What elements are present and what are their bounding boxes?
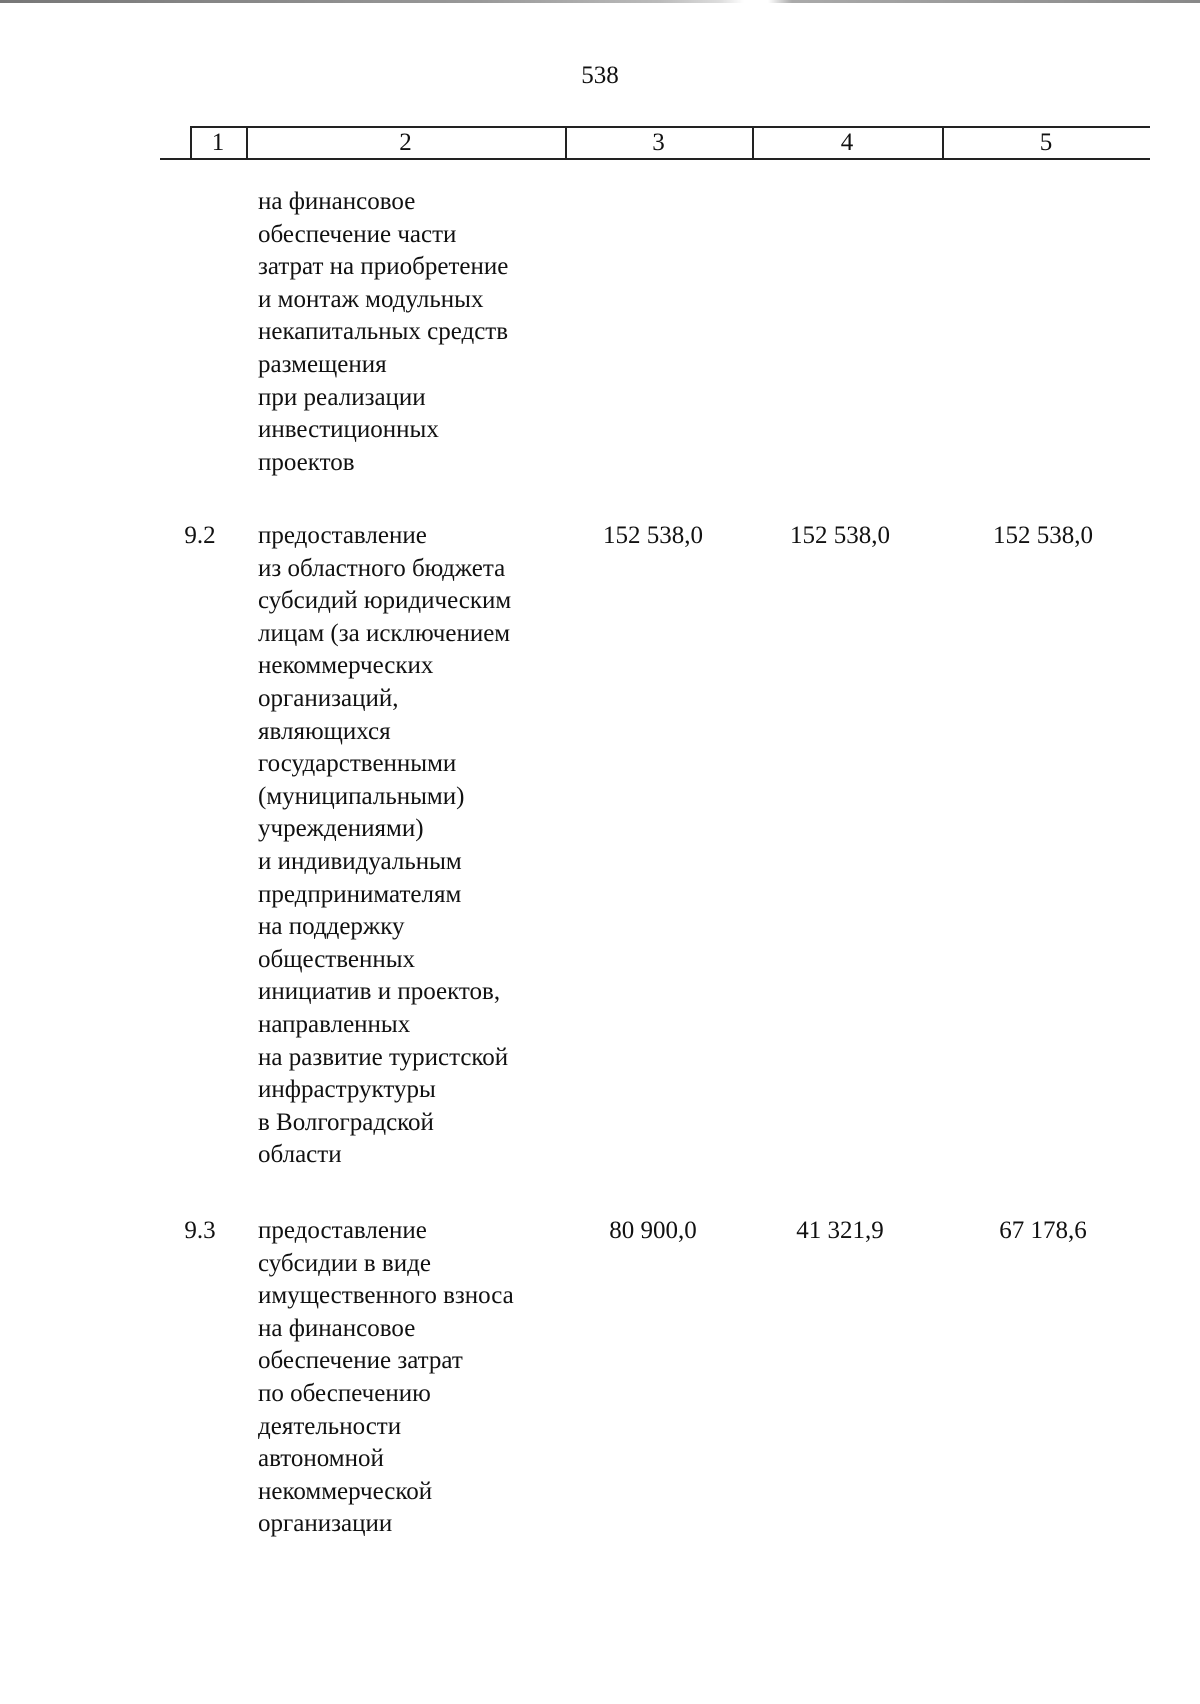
row-value-col4: 152 538,0 [790, 522, 890, 549]
row-value-col3: 80 900,0 [609, 1217, 697, 1244]
page-number: 538 [581, 62, 619, 89]
column-header-2: 2 [399, 129, 412, 156]
row-value-col5: 152 538,0 [993, 522, 1093, 549]
row-value-col3: 152 538,0 [603, 522, 703, 549]
column-header-3: 3 [652, 129, 665, 156]
row-description: на финансовое обеспечение части затрат на приобретение и монтаж модульных некапитальных средств размещения при реализации инвестиционных проектов [258, 188, 509, 476]
column-header-1: 1 [211, 129, 225, 156]
row-value-col5: 67 178,6 [999, 1217, 1087, 1244]
column-header-4: 4 [840, 129, 854, 156]
column-header-5: 5 [1039, 129, 1053, 156]
row-description: предоставление субсидии в виде имущественного взноса на финансовое обеспечение затрат по обеспечению деятельности автономной некоммерческой организации [258, 1217, 514, 1538]
table-header-bottom-border [160, 158, 1150, 160]
table-header [0, 0, 1200, 170]
row-description: предоставление из областного бюджета субсидий юридическим лицам (за исключением некоммерческих организаций, являющихся государственными (муниципальными) учреждениями) и индивидуальным предпринимателям на поддержку общественных инициатив и проектов, направленных на развитие туристской инфраструктуры в Волгоградской области [258, 522, 512, 1169]
row-number: 9.2 [184, 522, 216, 549]
row-number: 9.3 [184, 1217, 216, 1244]
row-value-col4: 41 321,9 [796, 1217, 884, 1244]
